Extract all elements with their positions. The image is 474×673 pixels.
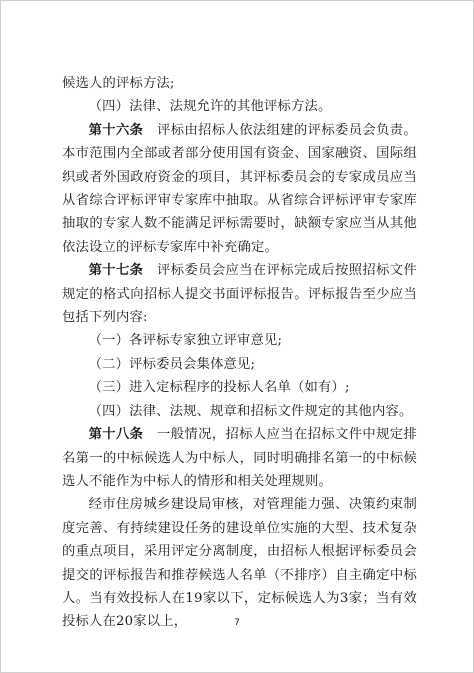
paragraph-text: 一般情况，招标人应当在招标文件中规定排名第一的中标候选人为中标人，同时明确排名第一的中标候选人不能作为中标人的情形和相关处理规则。	[62, 427, 417, 489]
list-item-2	[62, 353, 417, 376]
article-number: 第十七条	[88, 263, 144, 279]
paragraph-text: 候选人的评标方法;	[62, 76, 175, 91]
paragraph-text: 评标由招标人依法组建的评标委员会负责。本市范围内全部或者部分使用国有资金、国家融资、国际组织或者外国政府资金的项目，其评标委员会的专家成员应当从省综合评标评审专家库中抽取。从省综合评标评审专家库抽取的专家人数不能满足评标需要时，缺额专家应当从其他依法设立的评标专家库中补充确定。	[62, 122, 417, 255]
paragraph-text: （三）进入定标程序的投标人名单（如有）;	[88, 380, 350, 396]
paragraph-1	[62, 72, 417, 95]
article-number: 第十八条	[88, 427, 144, 443]
list-item-4	[62, 400, 417, 423]
paragraph-text: （四）法律、法规、规章和招标文件规定的其他内容。	[88, 403, 413, 419]
article-18-continuation	[62, 493, 417, 633]
list-item-3	[62, 376, 417, 399]
document-body	[62, 72, 417, 634]
paragraph-text: （二）评标委员会集体意见;	[88, 356, 256, 372]
paragraph-text: 评标委员会应当在评标完成后按照招标文件规定的格式向招标人提交书面评标报告。评标报告至少应当包括下列内容:	[62, 263, 417, 326]
article-16-paragraph	[62, 119, 417, 259]
paragraph-text: 经市住房城乡建设局审核，对管理能力强、决策约束制度完善、有持续建设任务的建设单位实施的大型、技术复杂的重点项目，采用评定分离制度，由招标人根据评标委员会提交的评标报告和推荐候选人名单（不排序）自主确定中标人。当有效投标人在19家以下，定标候选人为3家；当有效投标人在20家以上，	[62, 497, 417, 630]
list-item-1	[62, 329, 417, 352]
paragraph-2	[62, 95, 417, 118]
article-number: 第十六条	[88, 122, 144, 138]
article-18-paragraph	[62, 423, 417, 493]
article-17-paragraph	[62, 259, 417, 329]
paragraph-text: （四）法律、法规允许的其他评标方法。	[88, 99, 332, 115]
paragraph-text: （一）各评标专家独立评审意见;	[88, 333, 283, 349]
page-number: 7	[234, 618, 240, 628]
